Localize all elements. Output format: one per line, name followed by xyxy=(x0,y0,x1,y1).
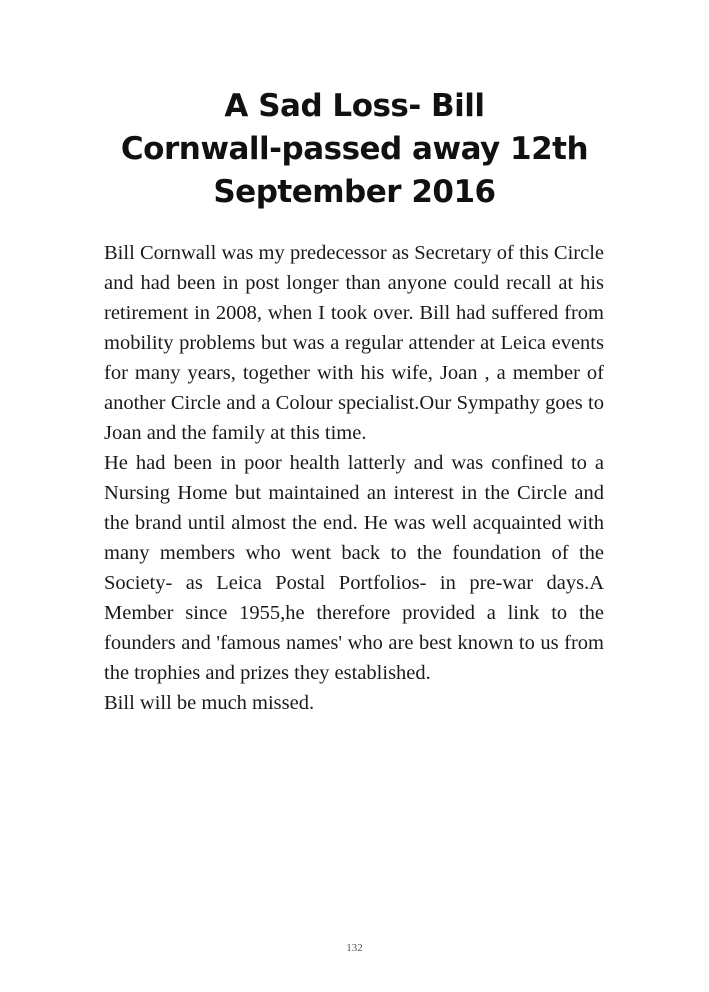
title-line: Cornwall-passed away 12th xyxy=(120,131,589,167)
article-paragraph: Bill Cornwall was my predecessor as Secretary of this Circle and had been in post longer than anyone could recall at his retirement in 2008, when I took over. Bill had suffered from mobility problems but was a regular attender at Leica events for many years, together with his wife, Joan , a member of another Circle and a Colour specialist.Our Sympathy goes to Joan and the family at this time. xyxy=(104,242,604,444)
article-title xyxy=(80,85,629,214)
page-number: 132 xyxy=(346,942,363,954)
article-body xyxy=(104,238,604,718)
article-paragraph: He had been in poor health latterly and was confined to a Nursing Home but maintained an interest in the Circle and the brand until almost the end. He was well acquainted with many members who went back to the foundation of the Society- as Leica Postal Portfolios- in pre-war days.A Member since 1955,he therefore provided a link to the founders and 'famous names' who are best known to us from the trophies and prizes they established. xyxy=(104,452,604,684)
title-line: September 2016 xyxy=(213,174,496,210)
title-line: A Sad Loss- Bill xyxy=(224,88,485,124)
article-paragraph: Bill will be much missed. xyxy=(104,692,315,714)
